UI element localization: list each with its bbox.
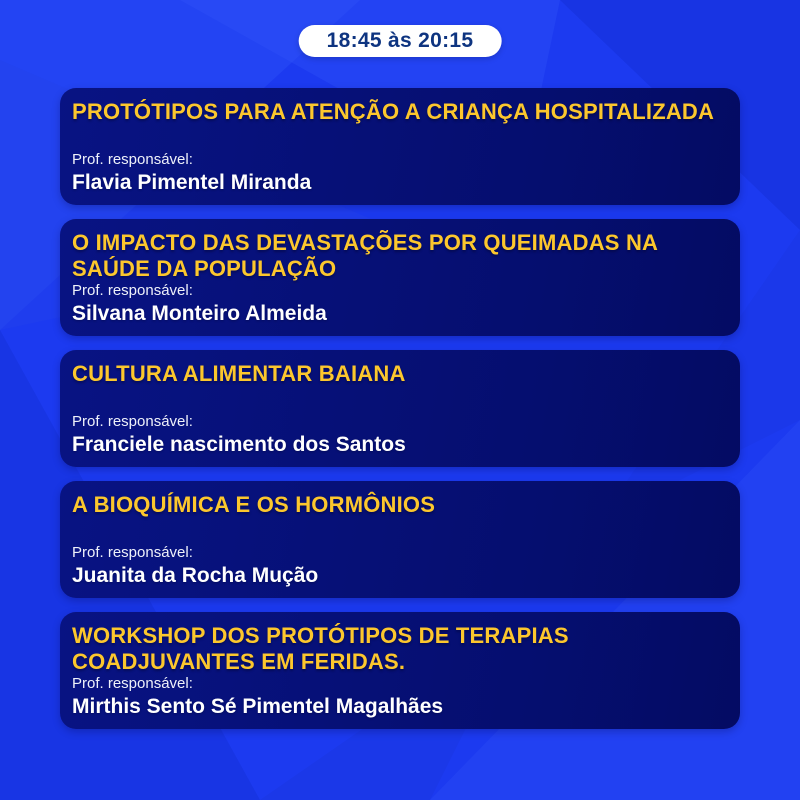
prof-name: Flavia Pimentel Miranda xyxy=(72,170,312,194)
session-title: PROTÓTIPOS PARA ATENÇÃO A CRIANÇA HOSPITALIZADA xyxy=(72,99,715,124)
prof-label: Prof. responsável: xyxy=(72,150,193,168)
session-title: CULTURA ALIMENTAR BAIANA xyxy=(72,361,406,386)
time-badge-label: 18:45 às 20:15 xyxy=(326,29,474,52)
session-card-2 xyxy=(60,219,740,336)
prof-block xyxy=(72,151,726,195)
session-title: O IMPACTO DAS DEVASTAÇÕES POR QUEIMADAS NA SAÚDE DA POPULAÇÃO xyxy=(72,230,658,281)
prof-name: Mirthis Sento Sé Pimentel Magalhães xyxy=(72,694,444,718)
session-card-1 xyxy=(60,88,740,205)
time-badge xyxy=(299,25,502,57)
session-card-5 xyxy=(60,612,740,729)
prof-label: Prof. responsável: xyxy=(72,412,193,430)
prof-block xyxy=(72,413,726,457)
session-card-3 xyxy=(60,350,740,467)
prof-block xyxy=(72,544,726,588)
prof-label: Prof. responsável: xyxy=(72,674,193,692)
prof-block xyxy=(72,675,726,719)
prof-label: Prof. responsável: xyxy=(72,281,193,299)
prof-name: Juanita da Rocha Mução xyxy=(72,563,319,587)
session-title: WORKSHOP DOS PROTÓTIPOS DE TERAPIAS COADJUVANTES EM FERIDAS. xyxy=(72,623,569,674)
prof-name: Franciele nascimento dos Santos xyxy=(72,432,406,456)
session-card-4 xyxy=(60,481,740,598)
session-list xyxy=(60,88,740,729)
prof-name: Silvana Monteiro Almeida xyxy=(72,301,327,325)
prof-label: Prof. responsável: xyxy=(72,543,193,561)
prof-block xyxy=(72,282,726,326)
session-title: A BIOQUÍMICA E OS HORMÔNIOS xyxy=(72,492,436,517)
